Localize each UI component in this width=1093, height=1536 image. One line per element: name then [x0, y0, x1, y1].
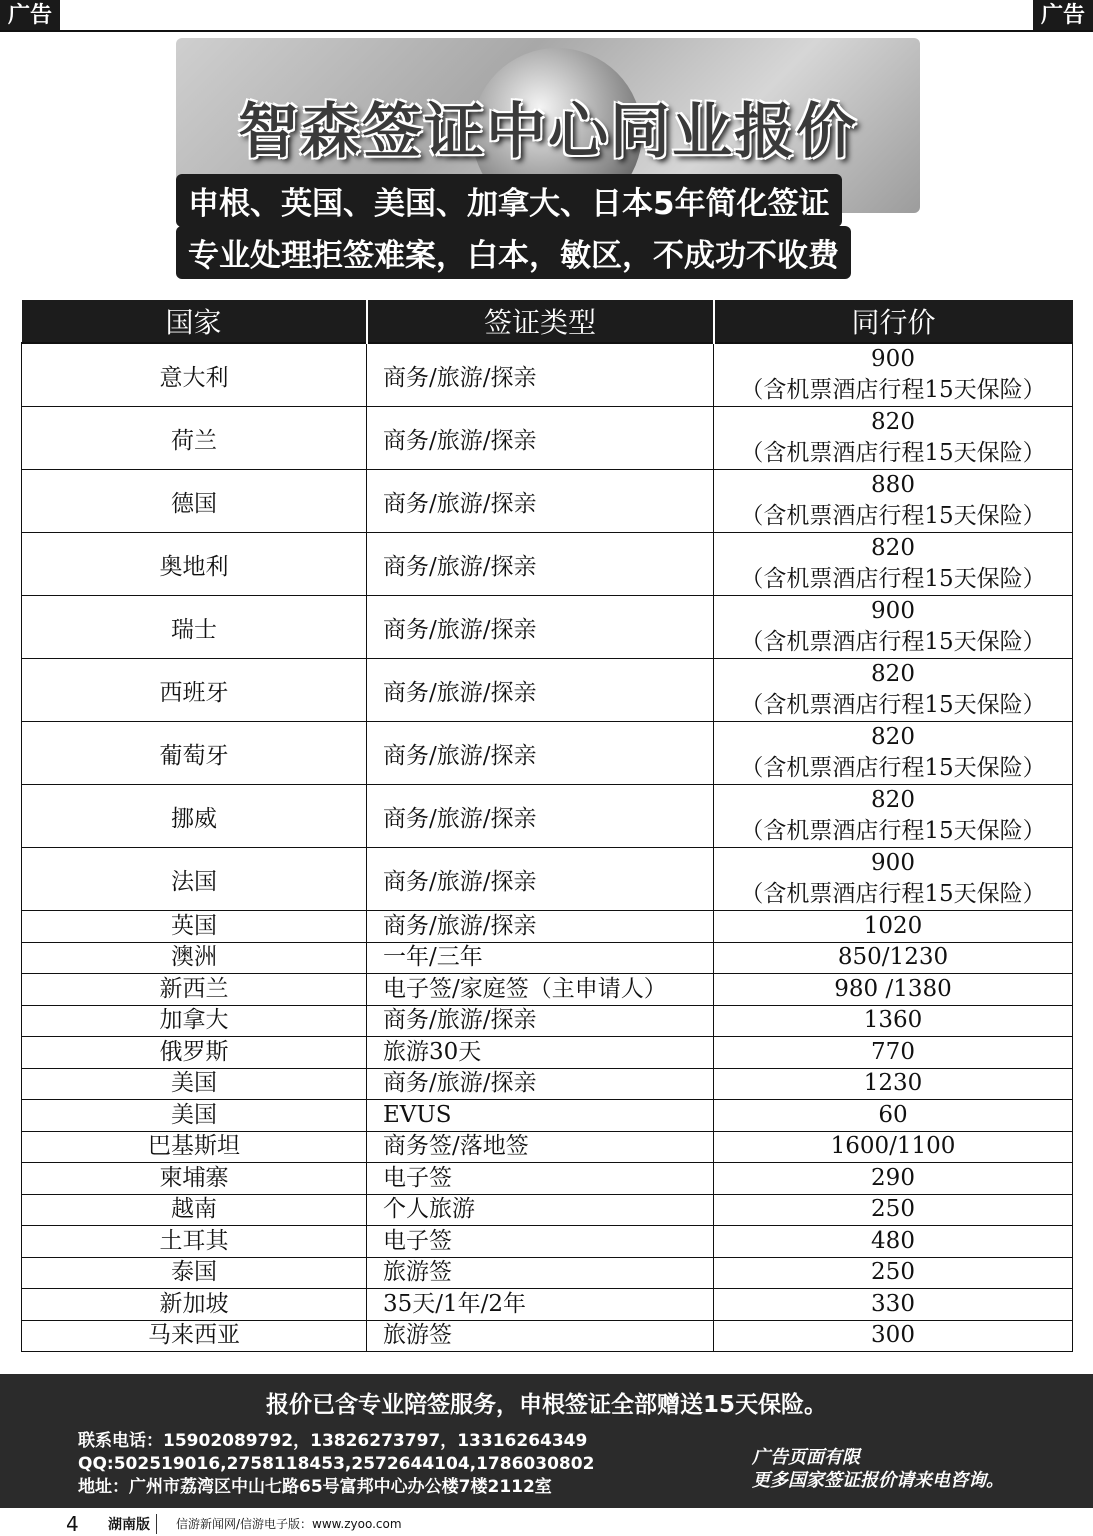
price-value: 300	[871, 1322, 915, 1349]
table-row	[22, 1320, 1073, 1352]
cell-country: 柬埔寨	[22, 1163, 367, 1195]
cell-country: 澳洲	[22, 942, 367, 974]
cell-price	[714, 1131, 1073, 1163]
price-value: 1600/1100	[830, 1133, 956, 1160]
price-note: （含机票酒店行程15天保险）	[740, 755, 1046, 781]
cell-visa-type: 电子签/家庭签（主申请人）	[367, 974, 714, 1006]
cell-country: 法国	[22, 848, 367, 911]
cell-visa-type: 商务/旅游/探亲	[367, 1068, 714, 1100]
table-row	[22, 1194, 1073, 1226]
cell-price	[714, 848, 1073, 911]
cell-country: 美国	[22, 1100, 367, 1132]
cell-price	[714, 974, 1073, 1006]
header-visa-type: 签证类型	[367, 300, 714, 343]
table-row	[22, 942, 1073, 974]
cell-country: 葡萄牙	[22, 722, 367, 785]
price-note: （含机票酒店行程15天保险）	[740, 440, 1046, 466]
cell-visa-type: 商务/旅游/探亲	[367, 911, 714, 943]
price-value: 820	[871, 787, 915, 813]
price-value: 330	[871, 1290, 915, 1317]
cell-price	[714, 659, 1073, 722]
cell-price	[714, 1068, 1073, 1100]
banner	[176, 38, 920, 274]
cell-country: 瑞士	[22, 596, 367, 659]
cell-visa-type: 35天/1年/2年	[367, 1289, 714, 1321]
table-body	[22, 343, 1073, 1352]
table-row	[22, 407, 1073, 470]
cell-visa-type: 商务/旅游/探亲	[367, 343, 714, 407]
cell-price	[714, 1037, 1073, 1069]
table-row	[22, 974, 1073, 1006]
price-value: 1020	[863, 912, 923, 939]
price-note: （含机票酒店行程15天保险）	[740, 503, 1046, 529]
header-country: 国家	[22, 300, 367, 343]
cell-country: 德国	[22, 470, 367, 533]
table-row	[22, 1226, 1073, 1258]
cell-price	[714, 407, 1073, 470]
cell-visa-type: 个人旅游	[367, 1194, 714, 1226]
cell-country: 俄罗斯	[22, 1037, 367, 1069]
price-note: （含机票酒店行程15天保险）	[740, 629, 1046, 655]
price-note: （含机票酒店行程15天保险）	[740, 692, 1046, 718]
cell-country: 意大利	[22, 343, 367, 407]
table-row	[22, 1131, 1073, 1163]
site-link: 信游新闻网/信游电子版：www.zyoo.com	[176, 1517, 402, 1531]
table-row	[22, 1005, 1073, 1037]
price-value: 480	[871, 1227, 915, 1254]
cell-country: 泰国	[22, 1257, 367, 1289]
price-value: 250	[871, 1259, 915, 1286]
table-header	[22, 300, 1073, 343]
header-price: 同行价	[714, 300, 1073, 343]
price-note: （含机票酒店行程15天保险）	[740, 881, 1046, 907]
edition-label: 湖南版	[108, 1514, 157, 1534]
ad-label-left: 广告	[0, 0, 60, 32]
cell-visa-type: 商务/旅游/探亲	[367, 407, 714, 470]
price-value: 900	[871, 346, 915, 372]
price-note: （含机票酒店行程15天保险）	[740, 818, 1046, 844]
table-row	[22, 1100, 1073, 1132]
slogan-refusal-cases: 专业处理拒签难案，白本，敏区，不成功不收费	[176, 226, 851, 279]
footer-main-text: 报价已含专业陪签服务，申根签证全部赠送15天保险。	[265, 1392, 827, 1418]
price-note: （含机票酒店行程15天保险）	[740, 566, 1046, 592]
price-value: 880	[871, 472, 915, 498]
contact-info	[78, 1430, 594, 1499]
cell-visa-type: 电子签	[367, 1226, 714, 1258]
table-row	[22, 659, 1073, 722]
cell-country: 新加坡	[22, 1289, 367, 1321]
cell-visa-type: 商务/旅游/探亲	[367, 596, 714, 659]
cell-price	[714, 343, 1073, 407]
price-value: 250	[871, 1196, 915, 1223]
cell-price	[714, 785, 1073, 848]
cell-price	[714, 1194, 1073, 1226]
price-table	[21, 300, 1073, 1352]
cell-visa-type: 商务/旅游/探亲	[367, 1005, 714, 1037]
cell-price	[714, 722, 1073, 785]
table-row	[22, 1068, 1073, 1100]
cell-visa-type: 商务/旅游/探亲	[367, 470, 714, 533]
table-row	[22, 1037, 1073, 1069]
cell-country: 新西兰	[22, 974, 367, 1006]
cell-country: 越南	[22, 1194, 367, 1226]
ad-label-right: 广告	[1033, 0, 1093, 32]
cell-visa-type: 旅游签	[367, 1320, 714, 1352]
cell-price	[714, 1100, 1073, 1132]
table-row	[22, 1163, 1073, 1195]
cell-price	[714, 1226, 1073, 1258]
cell-country: 西班牙	[22, 659, 367, 722]
table-row	[22, 911, 1073, 943]
cell-visa-type: 商务/旅游/探亲	[367, 722, 714, 785]
cell-price	[714, 1320, 1073, 1352]
table-row	[22, 470, 1073, 533]
cell-visa-type: 商务/旅游/探亲	[367, 785, 714, 848]
price-value: 900	[871, 850, 915, 876]
price-value: 820	[871, 724, 915, 750]
cell-visa-type: 旅游签	[367, 1257, 714, 1289]
contact-qq: QQ:502519016,2758118453,2572644104,1786030802	[78, 1454, 595, 1474]
cell-visa-type: 电子签	[367, 1163, 714, 1195]
cell-price	[714, 911, 1073, 943]
cell-country: 英国	[22, 911, 367, 943]
slogan-visa-types: 申根、英国、美国、加拿大、日本5年简化签证	[176, 174, 842, 227]
cell-price	[714, 1289, 1073, 1321]
cell-visa-type: 商务/旅游/探亲	[367, 848, 714, 911]
table-row	[22, 533, 1073, 596]
cell-country: 土耳其	[22, 1226, 367, 1258]
table-row	[22, 848, 1073, 911]
table-row	[22, 722, 1073, 785]
cell-price	[714, 596, 1073, 659]
price-value: 60	[878, 1101, 908, 1128]
cell-visa-type: 一年/三年	[367, 942, 714, 974]
table-row	[22, 1289, 1073, 1321]
table-row	[22, 596, 1073, 659]
cell-country: 巴基斯坦	[22, 1131, 367, 1163]
price-value: 820	[871, 409, 915, 435]
footer-note-line2: 更多国家签证报价请来电咨询。	[752, 1470, 1004, 1491]
cell-country: 挪威	[22, 785, 367, 848]
cell-country: 马来西亚	[22, 1320, 367, 1352]
cell-price	[714, 533, 1073, 596]
table-row	[22, 343, 1073, 407]
cell-country: 加拿大	[22, 1005, 367, 1037]
price-value: 290	[871, 1164, 915, 1191]
page-number: 4	[66, 1512, 79, 1536]
cell-price	[714, 942, 1073, 974]
price-value: 770	[871, 1038, 915, 1065]
cell-price	[714, 470, 1073, 533]
table-row	[22, 1257, 1073, 1289]
table-row	[22, 785, 1073, 848]
price-value: 820	[871, 661, 915, 687]
cell-visa-type: 商务签/落地签	[367, 1131, 714, 1163]
cell-country: 美国	[22, 1068, 367, 1100]
price-value: 900	[871, 598, 915, 624]
cell-visa-type: 旅游30天	[367, 1037, 714, 1069]
footer	[0, 1374, 1093, 1508]
price-note: （含机票酒店行程15天保险）	[740, 377, 1046, 403]
footer-note	[752, 1446, 1004, 1492]
cell-visa-type: 商务/旅游/探亲	[367, 533, 714, 596]
page-footer-bar	[0, 1512, 1093, 1536]
cell-price	[714, 1163, 1073, 1195]
price-value: 1230	[863, 1070, 923, 1097]
price-value: 820	[871, 535, 915, 561]
footer-note-line1: 广告页面有限	[752, 1447, 860, 1468]
contact-address: 地址：广州市荔湾区中山七路65号富邦中心办公楼7楼2112室	[78, 1477, 552, 1497]
page-title: 智森签证中心同业报价	[238, 97, 858, 167]
price-value: 850/1230	[837, 944, 949, 971]
cell-price	[714, 1005, 1073, 1037]
contact-phone: 联系电话：15902089792，13826273797，13316264349	[78, 1431, 588, 1451]
cell-country: 奥地利	[22, 533, 367, 596]
price-value: 980 /1380	[834, 975, 952, 1002]
cell-price	[714, 1257, 1073, 1289]
cell-country: 荷兰	[22, 407, 367, 470]
price-value: 1360	[863, 1007, 923, 1034]
cell-visa-type: EVUS	[367, 1100, 714, 1132]
cell-visa-type: 商务/旅游/探亲	[367, 659, 714, 722]
